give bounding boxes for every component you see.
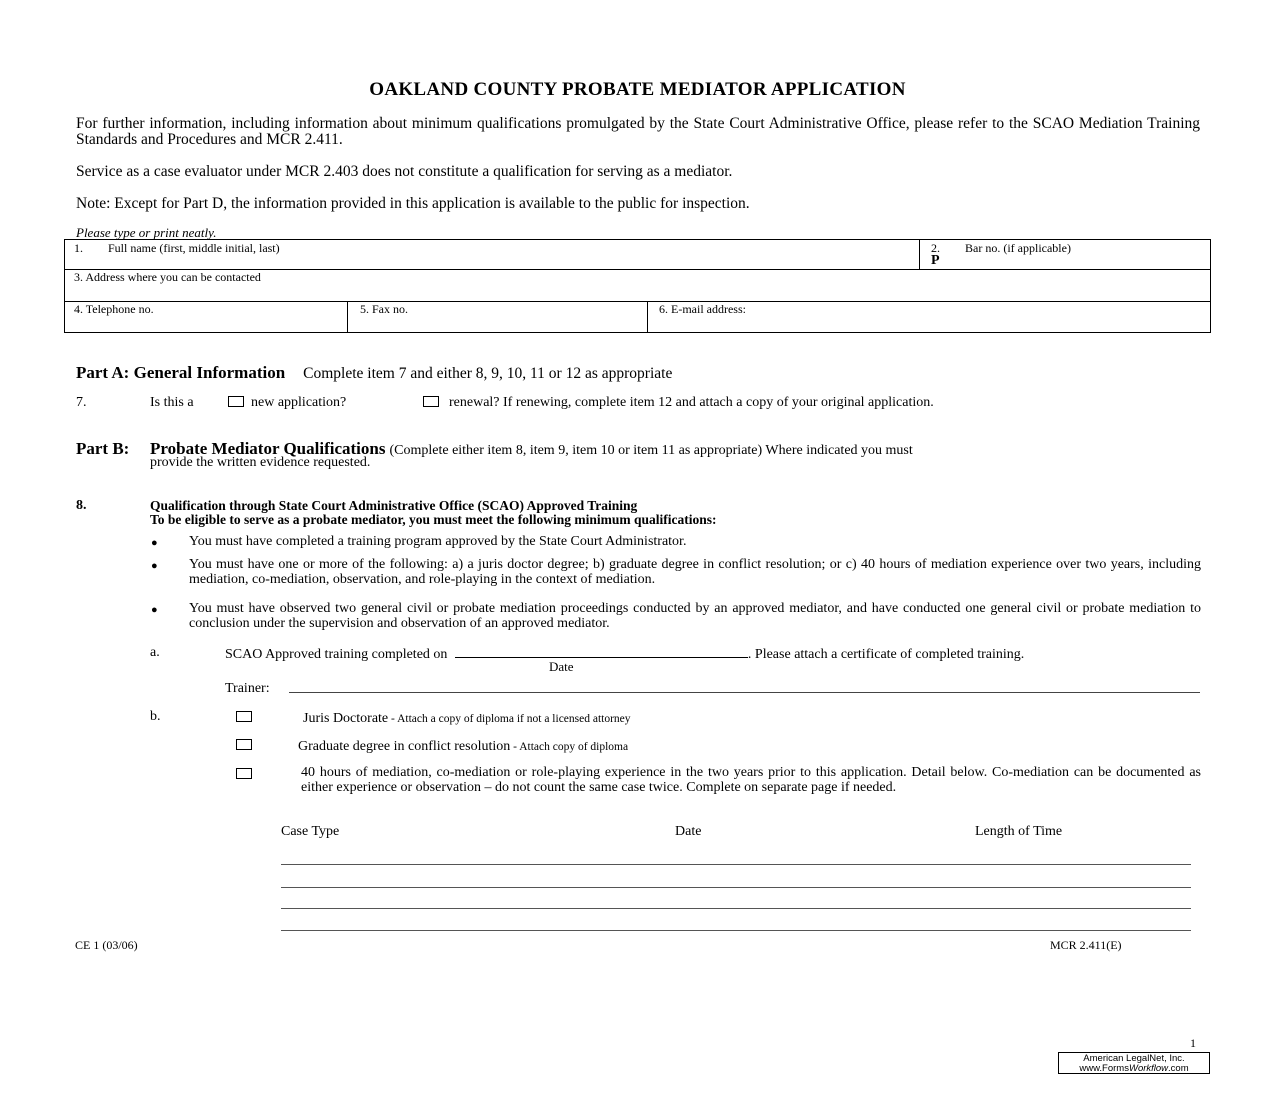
email-field[interactable]: 6. E-mail address: bbox=[659, 302, 746, 316]
juris-doctorate-checkbox[interactable] bbox=[236, 711, 252, 722]
forty-hours-option: 40 hours of mediation, co-mediation or role-playing experience in the two years prior to this application. Detail below. Co-mediation can be documented as either experience or observation – do not count the same case twice. Complete on separate page if needed. bbox=[301, 765, 1201, 795]
case-type-column: Case Type bbox=[281, 824, 340, 839]
bullet-item-2: You must have one or more of the following: a) a juris doctor degree; b) graduate degree in conflict resolution; or c) 40 hours of mediation experience over two years, including mediation, co-mediation, observation, and role-playing in the context of mediation. bbox=[189, 557, 1201, 587]
renewal-label: renewal? If renewing, complete item 12 and attach a copy of your original application. bbox=[449, 395, 934, 410]
renewal-checkbox[interactable] bbox=[423, 396, 439, 407]
address-field[interactable]: 3. Address where you can be contacted bbox=[74, 270, 261, 284]
new-application-label: new application? bbox=[251, 395, 347, 410]
fax-field[interactable]: 5. Fax no. bbox=[360, 302, 408, 316]
forty-hours-checkbox[interactable] bbox=[236, 768, 252, 779]
trainer-label: Trainer: bbox=[225, 681, 270, 696]
bullet-item-3: You must have observed two general civil or probate mediation proceedings conducted by an approved mediator, and have conducted one general civil or probate mediation to conclusion under the supervision and observation of an approved mediator. bbox=[189, 601, 1201, 631]
instruction-text: Please type or print neatly. bbox=[76, 225, 217, 240]
graduate-degree-checkbox[interactable] bbox=[236, 739, 252, 750]
item-8b-label: b. bbox=[150, 709, 161, 724]
training-date-row: SCAO Approved training completed on . Please attach a certificate of completed training. bbox=[225, 647, 1025, 662]
part-b-heading-line: Probate Mediator Qualifications (Complete either item 8, item 9, item 10 or item 11 as appropriate) Where indicated you must bbox=[150, 439, 913, 458]
part-b-header: Part B: bbox=[76, 439, 130, 458]
bullet-item-1: You must have completed a training program approved by the State Court Administrator. bbox=[189, 534, 687, 549]
rule-reference: MCR 2.411(E) bbox=[1050, 938, 1122, 952]
trainer-input[interactable] bbox=[289, 692, 1200, 693]
experience-entry-line[interactable] bbox=[281, 908, 1191, 909]
intro-paragraph-2: Service as a case evaluator under MCR 2.403 does not constitute a qualification for serving as a mediator. bbox=[76, 163, 733, 180]
part-b-note-line2: provide the written evidence requested. bbox=[150, 455, 371, 470]
bullet-icon: ● bbox=[151, 537, 158, 549]
date-caption: Date bbox=[549, 659, 574, 674]
experience-entry-line[interactable] bbox=[281, 864, 1191, 865]
publisher-logo: American LegalNet, Inc. www.FormsWorkflow.com bbox=[1058, 1052, 1210, 1074]
item-8-subheading: To be eligible to serve as a probate mediator, you must meet the following minimum qualifications: bbox=[150, 512, 717, 527]
applicant-info-table bbox=[64, 239, 1211, 333]
part-a-header: Part A: General Information Complete item 7 and either 8, 9, 10, 11 or 12 as appropriate bbox=[76, 363, 673, 382]
item-7-number: 7. bbox=[76, 395, 87, 410]
page-title: OAKLAND COUNTY PROBATE MEDIATOR APPLICATION bbox=[369, 79, 906, 100]
item-7-question: Is this a bbox=[150, 395, 194, 410]
juris-doctorate-option: Juris Doctorate - Attach a copy of diploma if not a licensed attorney bbox=[303, 711, 631, 726]
bar-number-prefix: P bbox=[931, 253, 940, 268]
item-8-heading: Qualification through State Court Administrative Office (SCAO) Approved Training bbox=[150, 498, 638, 513]
telephone-field[interactable]: 4. Telephone no. bbox=[74, 302, 154, 316]
experience-entry-line[interactable] bbox=[281, 887, 1191, 888]
form-id: CE 1 (03/06) bbox=[75, 938, 138, 952]
length-of-time-column: Length of Time bbox=[975, 824, 1063, 839]
intro-paragraph-1: For further information, including information about minimum qualifications promulgated by the State Court Administrative Office, please refer to the SCAO Mediation Training Standards and Procedures and MCR 2.411. bbox=[76, 115, 1200, 148]
experience-entry-line[interactable] bbox=[281, 930, 1191, 931]
bullet-icon: ● bbox=[151, 560, 158, 572]
item-8-number: 8. bbox=[76, 498, 87, 513]
date-column: Date bbox=[675, 824, 702, 839]
page-number: 1 bbox=[1190, 1036, 1196, 1050]
new-application-checkbox[interactable] bbox=[228, 396, 244, 407]
intro-paragraph-3: Note: Except for Part D, the information provided in this application is available to the public for inspection. bbox=[76, 195, 750, 212]
item-8a-label: a. bbox=[150, 645, 160, 660]
graduate-degree-option: Graduate degree in conflict resolution - Attach copy of diploma bbox=[298, 739, 629, 754]
training-date-input[interactable] bbox=[455, 645, 748, 658]
bullet-icon: ● bbox=[151, 604, 158, 616]
full-name-field[interactable]: 1. Full name (first, middle initial, last) bbox=[74, 241, 280, 255]
bar-number-field[interactable]: 2. Bar no. (if applicable) bbox=[931, 241, 1071, 255]
